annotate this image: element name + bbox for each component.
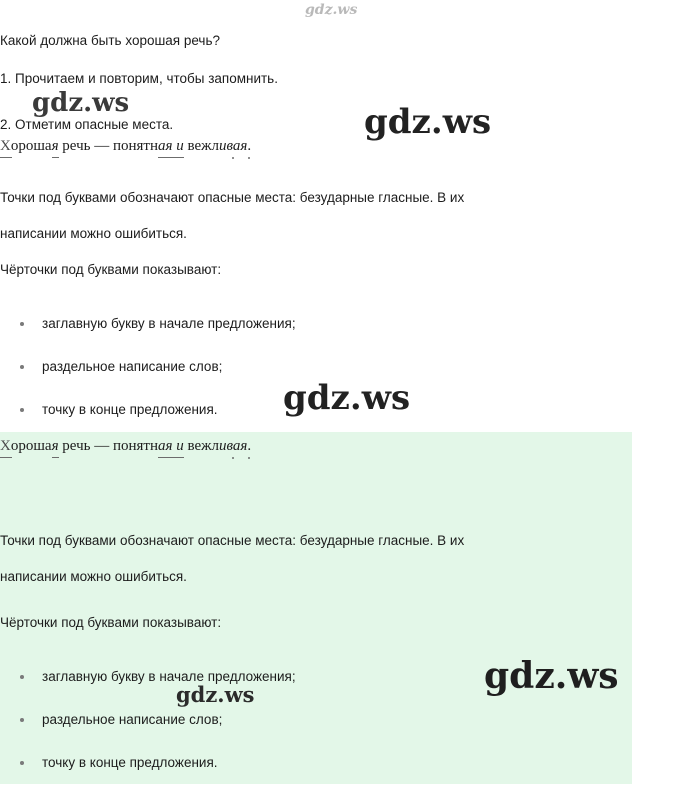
capital-letter-mark: Х: [0, 138, 11, 154]
dashes-intro: Чёрточки под буквами показывают:: [0, 262, 222, 277]
sentence-part-3: вежл: [183, 138, 220, 154]
list-item: точку в конце предложения.: [0, 402, 296, 417]
final-dot-mark: .: [247, 138, 252, 154]
list-item: точку в конце предложения.: [0, 755, 296, 770]
answer-dash-meaning-list: [0, 669, 296, 798]
note-line-1: Точки под буквами обозначают опасные места: безударные гласные. В их: [0, 533, 465, 548]
watermark-logo: gdz.ws: [305, 2, 358, 18]
sentence-part-1: ороша: [10, 138, 52, 154]
note-line-1: Точки под буквами обозначают опасные места: безударные гласные. В их: [0, 190, 465, 205]
sentence-part-2: речь — понятн: [58, 138, 159, 154]
watermark-logo: gdz.ws: [32, 88, 130, 118]
final-dot-mark: .: [247, 438, 252, 454]
list-item: заглавную букву в начале предложения;: [0, 669, 296, 684]
note-line-2: написании можно ошибиться.: [0, 568, 187, 584]
list-item: раздельное написание слов;: [0, 359, 296, 374]
sentence-ending-2: ая и: [158, 438, 184, 454]
capital-letter-mark: Х: [0, 438, 11, 454]
watermark-logo: gdz.ws: [176, 682, 255, 707]
question-line: Какой должна быть хорошая речь?: [0, 33, 221, 48]
list-item: раздельное написание слов;: [0, 712, 296, 727]
watermark-logo: gdz.ws: [364, 102, 492, 142]
answer-note-paragraph: [0, 533, 636, 586]
task-2-line: 2. Отметим опасные места.: [0, 117, 174, 132]
watermark-logo: gdz.ws: [283, 378, 411, 418]
sentence-ending-3: ивая: [219, 438, 248, 454]
note-paragraph: [0, 190, 636, 243]
sentence-ending-2: ая и: [158, 138, 184, 154]
sentence-ending-1: я: [51, 438, 59, 454]
note-line-2: написании можно ошибиться.: [0, 225, 187, 241]
marked-sentence: [0, 138, 251, 155]
dash-meaning-list: [0, 316, 296, 445]
sentence-part-1: ороша: [10, 438, 52, 454]
answer-marked-sentence: [0, 438, 251, 455]
task-1-line: 1. Прочитаем и повторим, чтобы запомнить.: [0, 71, 278, 86]
watermark-logo: gdz.ws: [484, 655, 619, 697]
sentence-part-2: речь — понятн: [58, 438, 159, 454]
list-item: заглавную букву в начале предложения;: [0, 316, 296, 331]
answer-dashes-intro: Чёрточки под буквами показывают:: [0, 615, 222, 630]
sentence-part-3: вежл: [183, 438, 220, 454]
sentence-ending-1: я: [51, 138, 59, 154]
sentence-ending-3: ивая: [219, 138, 248, 154]
